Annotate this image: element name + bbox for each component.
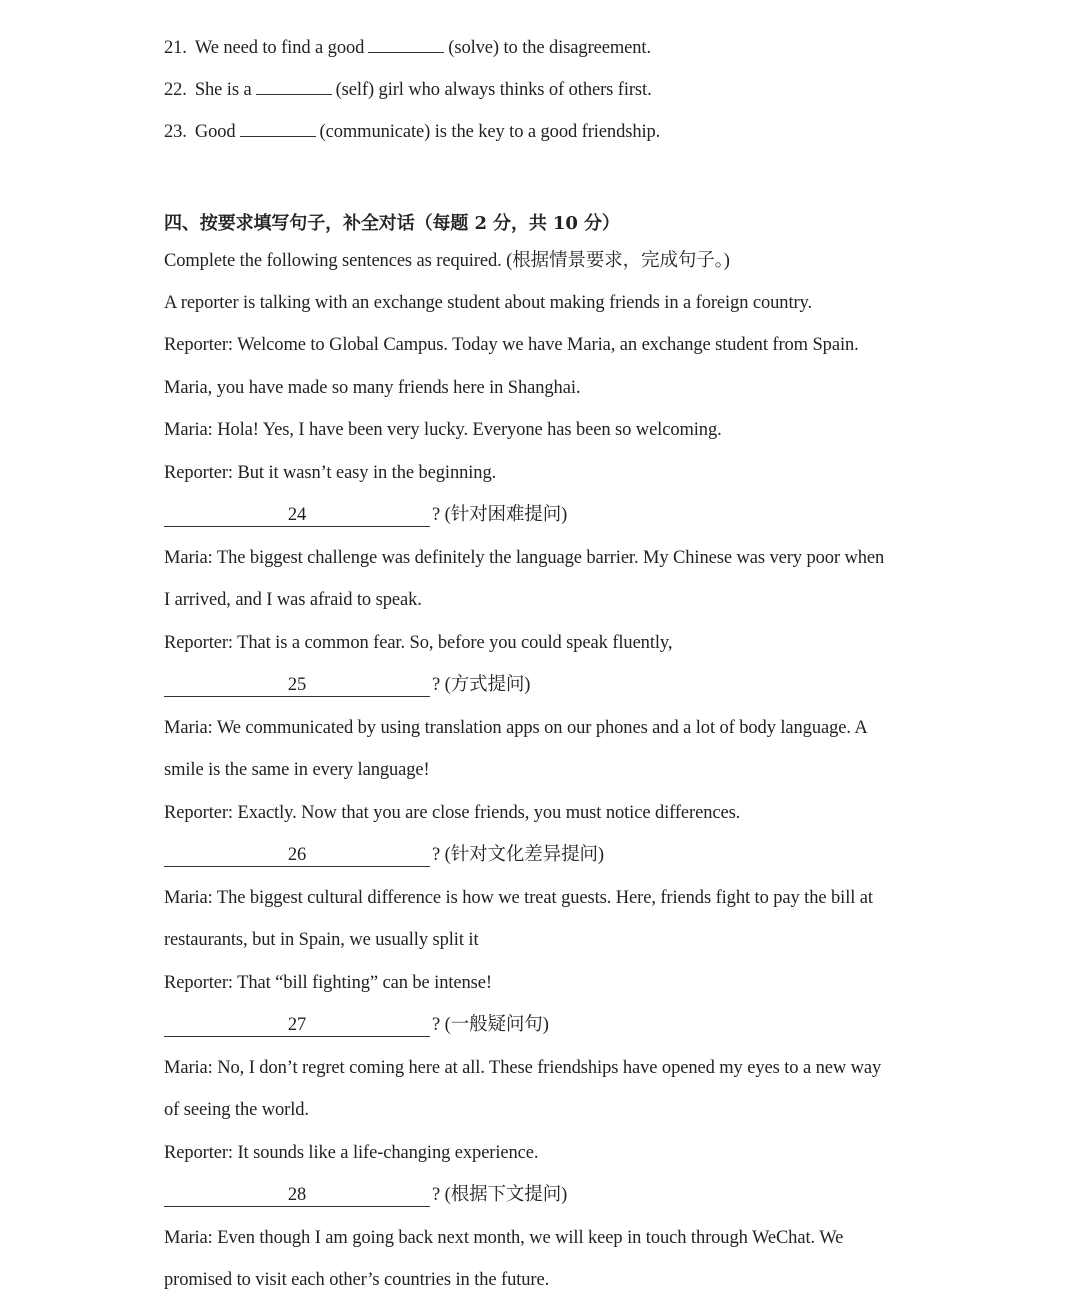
question-text-after: (communicate) is the key to a good friendship.: [319, 122, 661, 142]
question-hint: ? (一般疑问句): [432, 1015, 549, 1035]
question-26: [164, 843, 604, 867]
question-25: [164, 673, 530, 697]
dialogue-line: Reporter: It sounds like a life-changing experience.: [164, 1143, 539, 1163]
question-number: 23.: [164, 122, 187, 142]
question-text-before: We need to find a good: [194, 38, 365, 58]
answer-blank[interactable]: [164, 1014, 430, 1037]
dialogue-line: Maria: Hola! Yes, I have been very lucky. Everyone has been so welcoming.: [164, 420, 722, 440]
question-21: [164, 36, 651, 60]
dialogue-line: Maria, you have made so many friends here in Shanghai.: [164, 378, 581, 398]
dialogue-line: promised to visit each other’s countries in the future.: [164, 1270, 550, 1290]
dialogue-line: restaurants, but in Spain, we usually split it: [164, 930, 479, 950]
question-hint: ? (针对文化差异提问): [432, 845, 604, 865]
dialogue-line: Maria: No, I don’t regret coming here at all. These friendships have opened my eyes to a new way: [164, 1058, 882, 1078]
blank-number: 26: [287, 845, 307, 865]
question-hint: ? (根据下文提问): [432, 1185, 568, 1205]
question-22: [164, 78, 652, 102]
dialogue-line: I arrived, and I was afraid to speak.: [164, 590, 422, 610]
question-28: [164, 1183, 567, 1207]
question-24: [164, 503, 567, 527]
blank-number: 24: [287, 505, 307, 525]
dialogue-line: Reporter: That is a common fear. So, before you could speak fluently,: [164, 633, 673, 653]
dialogue-line: Reporter: Welcome to Global Campus. Today we have Maria, an exchange student from Spain.: [164, 335, 859, 355]
dialogue-line: Maria: The biggest challenge was definitely the language barrier. My Chinese was very poor when: [164, 548, 885, 568]
answer-blank[interactable]: [256, 78, 332, 95]
dialogue-line: Maria: We communicated by using translation apps on our phones and a lot of body language. A: [164, 718, 868, 738]
question-text-after: (self) girl who always thinks of others first.: [335, 80, 652, 100]
dialogue-line: Reporter: That “bill fighting” can be intense!: [164, 973, 492, 993]
question-hint: ? (针对困难提问): [432, 505, 568, 525]
blank-number: 25: [287, 675, 307, 695]
blank-number: 27: [287, 1015, 307, 1035]
question-text-before: Good: [194, 122, 236, 142]
answer-blank[interactable]: [164, 674, 430, 697]
question-text-after: (solve) to the disagreement.: [448, 38, 651, 58]
question-number: 22.: [164, 80, 187, 100]
dialogue-line: Reporter: Exactly. Now that you are close friends, you must notice differences.: [164, 803, 741, 823]
answer-blank[interactable]: [164, 504, 430, 527]
answer-blank[interactable]: [164, 844, 430, 867]
question-hint: ? (方式提问): [432, 675, 531, 695]
dialogue-line: of seeing the world.: [164, 1100, 309, 1120]
question-number: 21.: [164, 38, 187, 58]
answer-blank[interactable]: [368, 36, 444, 53]
answer-blank[interactable]: [164, 1184, 430, 1207]
section-heading: 四、按要求填写句子，补全对话（每题 2 分，共 10 分）: [164, 213, 620, 234]
question-23: [164, 120, 660, 144]
section-instruction: Complete the following sentences as required. (根据情景要求，完成句子。): [164, 251, 730, 271]
section-intro: A reporter is talking with an exchange student about making friends in a foreign country.: [164, 293, 813, 313]
dialogue-line: Maria: The biggest cultural difference is how we treat guests. Here, friends fight to pay the bill at: [164, 888, 873, 908]
dialogue-line: Reporter: But it wasn’t easy in the beginning.: [164, 463, 497, 483]
dialogue-line: smile is the same in every language!: [164, 760, 430, 780]
dialogue-line: Maria: Even though I am going back next month, we will keep in touch through WeChat. We: [164, 1228, 844, 1248]
question-27: [164, 1013, 549, 1037]
answer-blank[interactable]: [240, 120, 316, 137]
question-text-before: She is a: [194, 80, 252, 100]
blank-number: 28: [287, 1185, 307, 1205]
